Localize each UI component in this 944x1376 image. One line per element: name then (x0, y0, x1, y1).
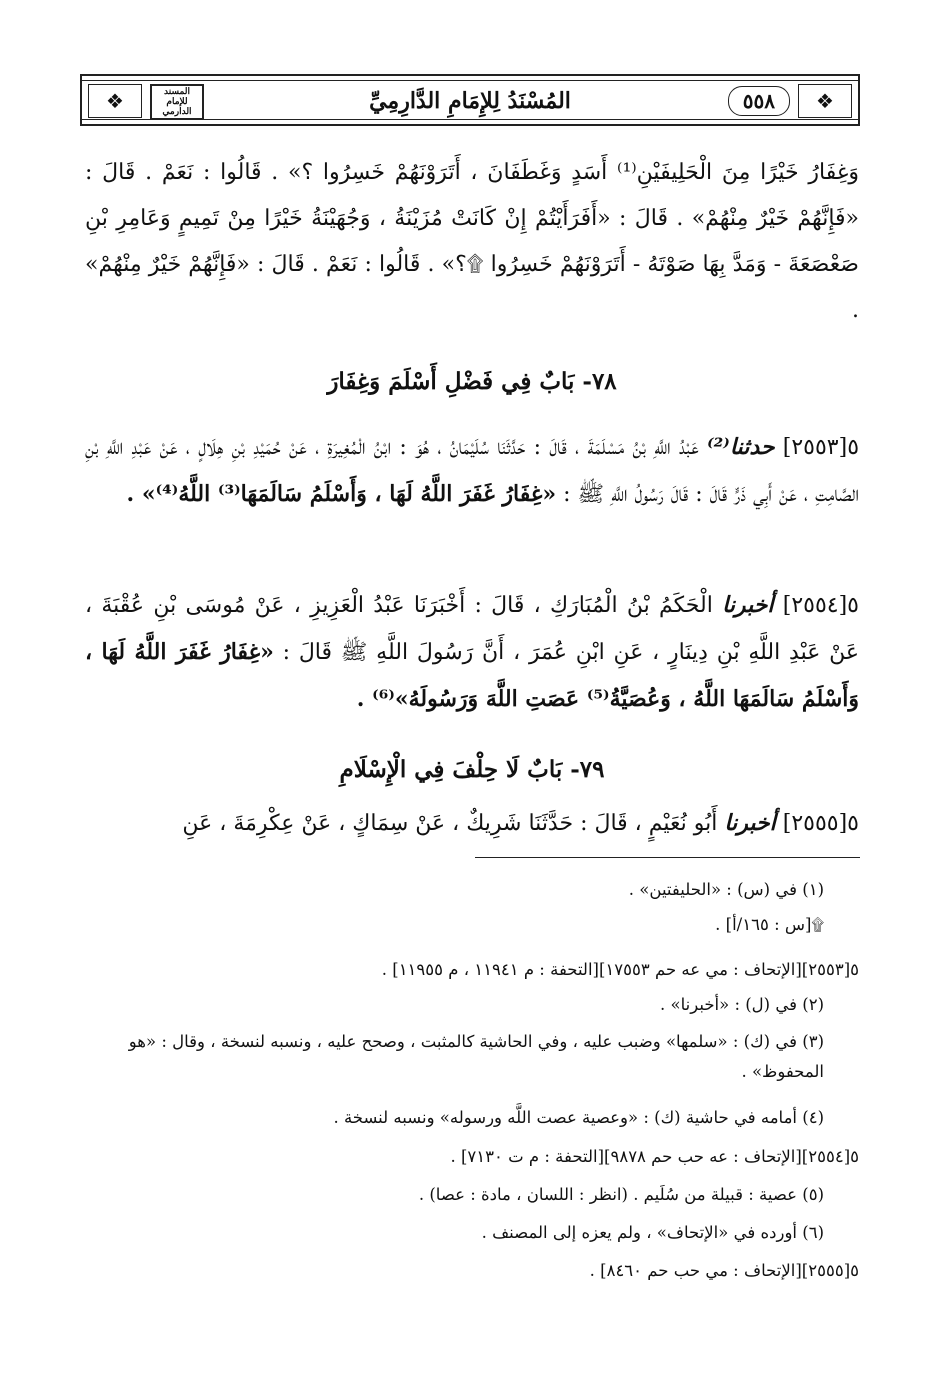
hadith-2554 (85, 582, 859, 723)
hadith-matn: «غِفَارُ غَفَرَ اللَّهُ لَهَا ، وَأَسْلَمُ سَالَمَهَا اللَّهُ ، وَعُصَيَّةُ⁽⁵⁾ عَصَتِ اللَّهَ وَرَسُولَهُ»⁽⁶⁾ . (85, 639, 859, 712)
hadith-marker: ٥[٢٥٥٤] (782, 593, 859, 618)
footnote-separator (475, 857, 860, 858)
footnote: (٢) في (ل) : «أخبرنا» . (660, 995, 824, 1014)
book-logo-text: المسند للإمام الدارمي (162, 87, 192, 117)
book-logo (150, 84, 204, 120)
footnote: (٣) في (ك) : «سلمها» وضبب عليه ، وفي الحاشية كالمثبت ، وصحح عليه ، ونسبه لنسخة ، وقال : «هو المحفوظ» . (128, 1032, 824, 1081)
hadith-2555 (85, 800, 859, 847)
footnote: ٥[٢٥٥٥][الإتحاف : مي حب حم ٨٤٦٠] . (589, 1261, 859, 1280)
hadith-matn: «غِفَارُ غَفَرَ اللَّهُ لَهَا ، وَأَسْلَمُ سَالَمَهَا⁽³⁾ اللَّهُ⁽⁴⁾» . (126, 481, 557, 507)
ornament-right-icon: ❖ (798, 84, 852, 118)
page-header (80, 74, 860, 126)
chapter-heading-78: ٧٨- بَابٌ فِي فَضْلِ أَسْلَمَ وَغِفَارَ (327, 368, 617, 395)
hadith-lead-word: حدثنا⁽²⁾ (707, 434, 775, 460)
header-rule-top (82, 80, 858, 81)
hadith-2553 (85, 424, 859, 518)
hadith-lead-word: أخبرنا (724, 810, 776, 836)
chapter-heading-79: ٧٩- بَابٌ لَا حِلْفَ فِي الْإِسْلَامِ (339, 756, 605, 783)
page-number: ٥٥٨ (728, 86, 790, 116)
footnote: (٤) أمامه في حاشية (ك) : «وعصية عصت اللَّه ورسوله» ونسبه لنسخة . (333, 1108, 824, 1127)
continuation-paragraph (85, 150, 859, 334)
hadith-marker: ٥[٢٥٥٣] (782, 435, 860, 460)
footnote: ٥[٢٥٥٣][الإتحاف : مي عه حم ١٧٥٥٣][التحفة : م ١١٩٤١ ، م ١١٩٥٥] . (381, 960, 859, 979)
hadith-lead-word: أخبرنا (722, 592, 774, 618)
hadith-isnad: أَبُو نُعَيْمٍ ، قَالَ : حَدَّثَنَا شَرِيكٌ ، عَنْ سِمَاكٍ ، عَنْ عِكْرِمَةَ ، عَنِ (182, 811, 718, 836)
footnote: ۩[س : ١٦٥/أ] . (715, 915, 824, 934)
footnote: (٥) عصية : قبيلة من سُلَيم . (انظر : اللسان ، مادة : عصا) . (418, 1185, 824, 1204)
footnote: (١) في (س) : «الحليفتين» . (628, 880, 824, 899)
ornament-left-icon: ❖ (88, 84, 142, 118)
footnote: ٥[٢٥٥٤][الإتحاف : عه حب حم ٩٨٧٨][التحفة : م ت ٧١٣٠] . (450, 1147, 859, 1166)
footnote: (٦) أورده في «الإتحاف» ، ولم يعزه إلى المصنف . (481, 1223, 824, 1242)
hadith-isnad: الْحَكَمُ بْنُ الْمُبَارَكِ ، قَالَ : أَخْبَرَنَا عَبْدُ الْعَزِيزِ ، عَنْ مُوسَى بْنِ عُقْبَةَ ، عَنْ عَبْدِ اللَّهِ بْنِ دِينَارٍ ، عَنِ ابْنِ عُمَرَ ، أَنَّ رَسُولَ اللَّهِ ﷺ قَالَ : (85, 593, 859, 665)
hadith-isnad: عَبْدُ اللَّهِ بْنُ مَسْلَمَةَ ، قَالَ : حَدَّثَنَا سُلَيْمَانُ ، هُوَ : ابْنُ الْمُغِيرَةِ ، عَنْ حُمَيْدِ بْنِ هِلَالٍ ، عَنْ عَبْدِ اللَّهِ بْنِ الصَّامِتِ ، عَنْ أَبِي ذَرٍّ قَالَ : قَالَ رَسُولُ اللَّهِ ﷺ : (85, 435, 859, 507)
continuation-text: وَغِفَارُ خَيْرًا مِنَ الْحَلِيفَيْنِ⁽¹⁾ أَسَدٍ وَغَطَفَانَ ، أَتَرَوْنَهُمْ خَسِرُوا ؟» . قَالُوا : نَعَمْ . قَالَ : «فَإِنَّهُمْ خَيْرٌ مِنْهُمْ» . قَالَ : «أَفَرَأَيْتُمْ إِنْ كَانَتْ مُزَيْنَةُ ، وَجُهَيْنَةُ خَيْرًا مِنْ تَمِيمٍ وَعَامِرِ بْنِ صَعْصَعَةَ - وَمَدَّ بِهَا صَوْتَهُ - أَتَرَوْنَهُمْ خَسِرُوا ۩؟» . قَالُوا : نَعَمْ . قَالَ : «فَإِنَّهُمْ خَيْرٌ مِنْهُمْ» . (85, 160, 859, 323)
hadith-marker: ٥[٢٥٥٥] (782, 811, 859, 836)
running-title: المُسْنَدُ لِلإِمَامِ الدَّارِمِيِّ (369, 88, 571, 114)
